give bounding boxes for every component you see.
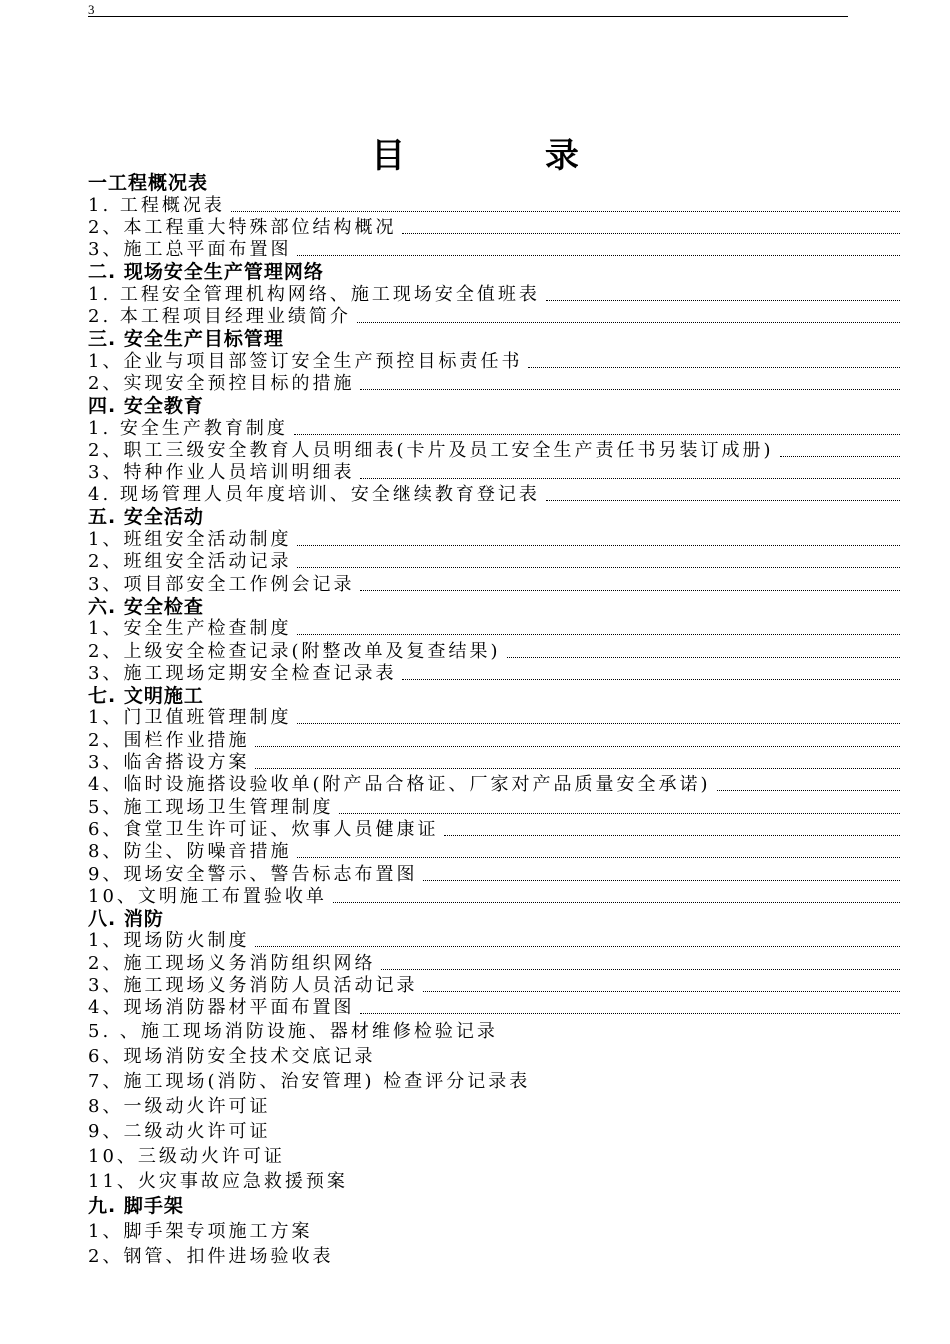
dot-leader — [297, 567, 900, 568]
dot-leader — [423, 991, 900, 992]
toc-section-heading: 一工程概况表 — [88, 172, 209, 194]
toc-entry — [88, 752, 900, 774]
toc-entry-label: 1、安全生产检查制度 — [88, 618, 292, 640]
toc-entry-label: 3、施工现场定期安全检查记录表 — [88, 662, 397, 684]
toc-entry-label: 3、临舍搭设方案 — [88, 752, 250, 774]
toc-entry-label: 6、现场消防安全技术交底记录 — [88, 1046, 376, 1068]
toc-entry — [88, 529, 900, 551]
toc-entry — [88, 1044, 900, 1069]
toc-entry-label: 2、职工三级安全教育人员明细表(卡片及员工安全生产责任书另装订成册) — [88, 439, 774, 461]
toc-entry — [88, 841, 900, 863]
toc-entry — [88, 997, 900, 1019]
dot-leader — [339, 813, 900, 814]
header-rule — [88, 16, 848, 17]
toc-entry-label: 2、本工程重大特殊部位结构概况 — [88, 216, 397, 238]
toc-entry-label: 4. 现场管理人员年度培训、安全继续教育登记表 — [88, 484, 540, 506]
dot-leader — [357, 322, 900, 323]
toc-entry — [88, 462, 900, 484]
toc-dense-block — [88, 172, 900, 1019]
toc-entry-label: 6、食堂卫生许可证、炊事人员健康证 — [88, 818, 439, 840]
dot-leader — [381, 969, 900, 970]
dot-leader — [297, 723, 900, 724]
toc-entry-label: 1、班组安全活动制度 — [88, 529, 292, 551]
dot-leader — [333, 902, 900, 903]
dot-leader — [360, 1013, 900, 1014]
toc-entry-label: 4、临时设施搭设验收单(附产品合格证、厂家对产品质量安全承诺) — [88, 774, 711, 796]
dot-leader — [360, 389, 900, 390]
dot-leader — [444, 835, 900, 836]
toc-entry — [88, 350, 900, 372]
dot-leader — [402, 233, 900, 234]
toc-entry — [88, 819, 900, 841]
toc-entry-label: 1. 安全生产教育制度 — [88, 417, 288, 439]
dot-leader — [297, 634, 900, 635]
toc-entry — [88, 194, 900, 216]
page-number: 3 — [88, 2, 95, 17]
toc-section-heading: 三. 安全生产目标管理 — [88, 328, 284, 351]
toc-entry-label: 1、脚手架专项施工方案 — [88, 1221, 313, 1243]
toc-entry-label: 3、施工现场义务消防人员活动记录 — [88, 974, 418, 996]
toc-entry-label: 2、班组安全活动记录 — [88, 551, 292, 573]
toc-entry-label: 7、施工现场(消防、治安管理) 检查评分记录表 — [88, 1071, 531, 1093]
toc-entry-label: 1、现场防火制度 — [88, 930, 250, 952]
dot-leader — [297, 255, 900, 256]
dot-leader — [360, 590, 900, 591]
toc-entry-label: 1. 工程概况表 — [88, 194, 225, 216]
toc-loose-block — [88, 1019, 900, 1269]
toc-entry — [88, 975, 900, 997]
toc-section-heading: 二. 现场安全生产管理网络 — [88, 261, 324, 284]
dot-leader — [402, 679, 900, 680]
toc-entry — [88, 1169, 900, 1194]
dot-leader — [546, 300, 900, 301]
toc-entry — [88, 930, 900, 952]
toc-entry-label: 11、火灾事故应急救援预案 — [88, 1171, 348, 1193]
toc-entry — [88, 952, 900, 974]
toc-entry — [88, 239, 900, 261]
toc-entry-label: 9、二级动火许可证 — [88, 1121, 271, 1143]
dot-leader — [297, 857, 900, 858]
toc-entry — [88, 551, 900, 573]
dot-leader — [294, 434, 900, 435]
toc-entry-label: 8、一级动火许可证 — [88, 1096, 271, 1118]
toc-entry — [88, 796, 900, 818]
toc-entry-label: 10、三级动火许可证 — [88, 1146, 285, 1168]
toc-entry — [88, 1019, 900, 1044]
toc-entry — [88, 886, 900, 908]
toc-entry — [88, 618, 900, 640]
dot-leader — [780, 456, 901, 457]
toc-entry — [88, 1094, 900, 1119]
dot-leader — [360, 478, 900, 479]
dot-leader — [423, 880, 900, 881]
toc-entry — [88, 640, 900, 662]
toc-entry — [88, 707, 900, 729]
toc-entry — [88, 373, 900, 395]
dot-leader — [546, 500, 900, 501]
toc-entry-label: 5、施工现场卫生管理制度 — [88, 796, 334, 818]
dot-leader — [507, 657, 901, 658]
toc-entry — [88, 484, 900, 506]
dot-leader — [255, 946, 900, 947]
dot-leader — [297, 545, 900, 546]
toc-section-heading: 九. 脚手架 — [88, 1195, 184, 1218]
toc-entry — [88, 440, 900, 462]
toc-entry-label: 3、特种作业人员培训明细表 — [88, 462, 355, 484]
toc-entry-label: 3、项目部安全工作例会记录 — [88, 573, 355, 595]
toc-section-heading: 六. 安全检查 — [88, 595, 204, 618]
dot-leader — [717, 790, 901, 791]
toc-entry-label: 3、施工总平面布置图 — [88, 239, 292, 261]
toc-entry — [88, 573, 900, 595]
toc-entry — [88, 417, 900, 439]
toc-entry — [88, 663, 900, 685]
dot-leader — [255, 768, 900, 769]
dot-leader — [231, 211, 900, 212]
toc-entry-label: 1、门卫值班管理制度 — [88, 707, 292, 729]
toc-entry — [88, 306, 900, 328]
page-title: 目 录 — [371, 136, 643, 176]
toc-entry — [88, 1119, 900, 1144]
toc-section-heading: 五. 安全活动 — [88, 506, 204, 529]
toc-entry-label: 2、围栏作业措施 — [88, 729, 250, 751]
toc-entry — [88, 217, 900, 239]
toc-entry-label: 1. 工程安全管理机构网络、施工现场安全值班表 — [88, 283, 540, 305]
table-of-contents — [88, 172, 900, 1269]
toc-section-heading: 四. 安全教育 — [88, 394, 204, 417]
toc-entry-label: 2、上级安全检查记录(附整改单及复查结果) — [88, 640, 501, 662]
toc-entry-label: 2、钢管、扣件进场验收表 — [88, 1246, 334, 1268]
dot-leader — [255, 746, 900, 747]
toc-section-heading: 七. 文明施工 — [88, 684, 204, 707]
toc-entry-label: 4、现场消防器材平面布置图 — [88, 997, 355, 1019]
toc-entry — [88, 1069, 900, 1094]
toc-entry — [88, 1144, 900, 1169]
toc-entry — [88, 1219, 900, 1244]
toc-entry — [88, 1244, 900, 1269]
dot-leader — [528, 367, 900, 368]
toc-entry-label: 1、企业与项目部签订安全生产预控目标责任书 — [88, 350, 523, 372]
toc-entry — [88, 863, 900, 885]
toc-entry-label: 8、防尘、防噪音措施 — [88, 841, 292, 863]
toc-section-heading: 八. 消防 — [88, 907, 164, 930]
toc-entry-label: 2. 本工程项目经理业绩简介 — [88, 306, 351, 328]
toc-entry-label: 9、现场安全警示、警告标志布置图 — [88, 863, 418, 885]
toc-entry-label: 5. 、施工现场消防设施、器材维修检验记录 — [88, 1021, 498, 1043]
toc-entry-label: 2、实现安全预控目标的措施 — [88, 372, 355, 394]
toc-entry — [88, 729, 900, 751]
toc-entry-label: 2、施工现场义务消防组织网络 — [88, 952, 376, 974]
toc-entry — [88, 774, 900, 796]
toc-entry — [88, 283, 900, 305]
toc-entry-label: 10、文明施工布置验收单 — [88, 885, 327, 907]
